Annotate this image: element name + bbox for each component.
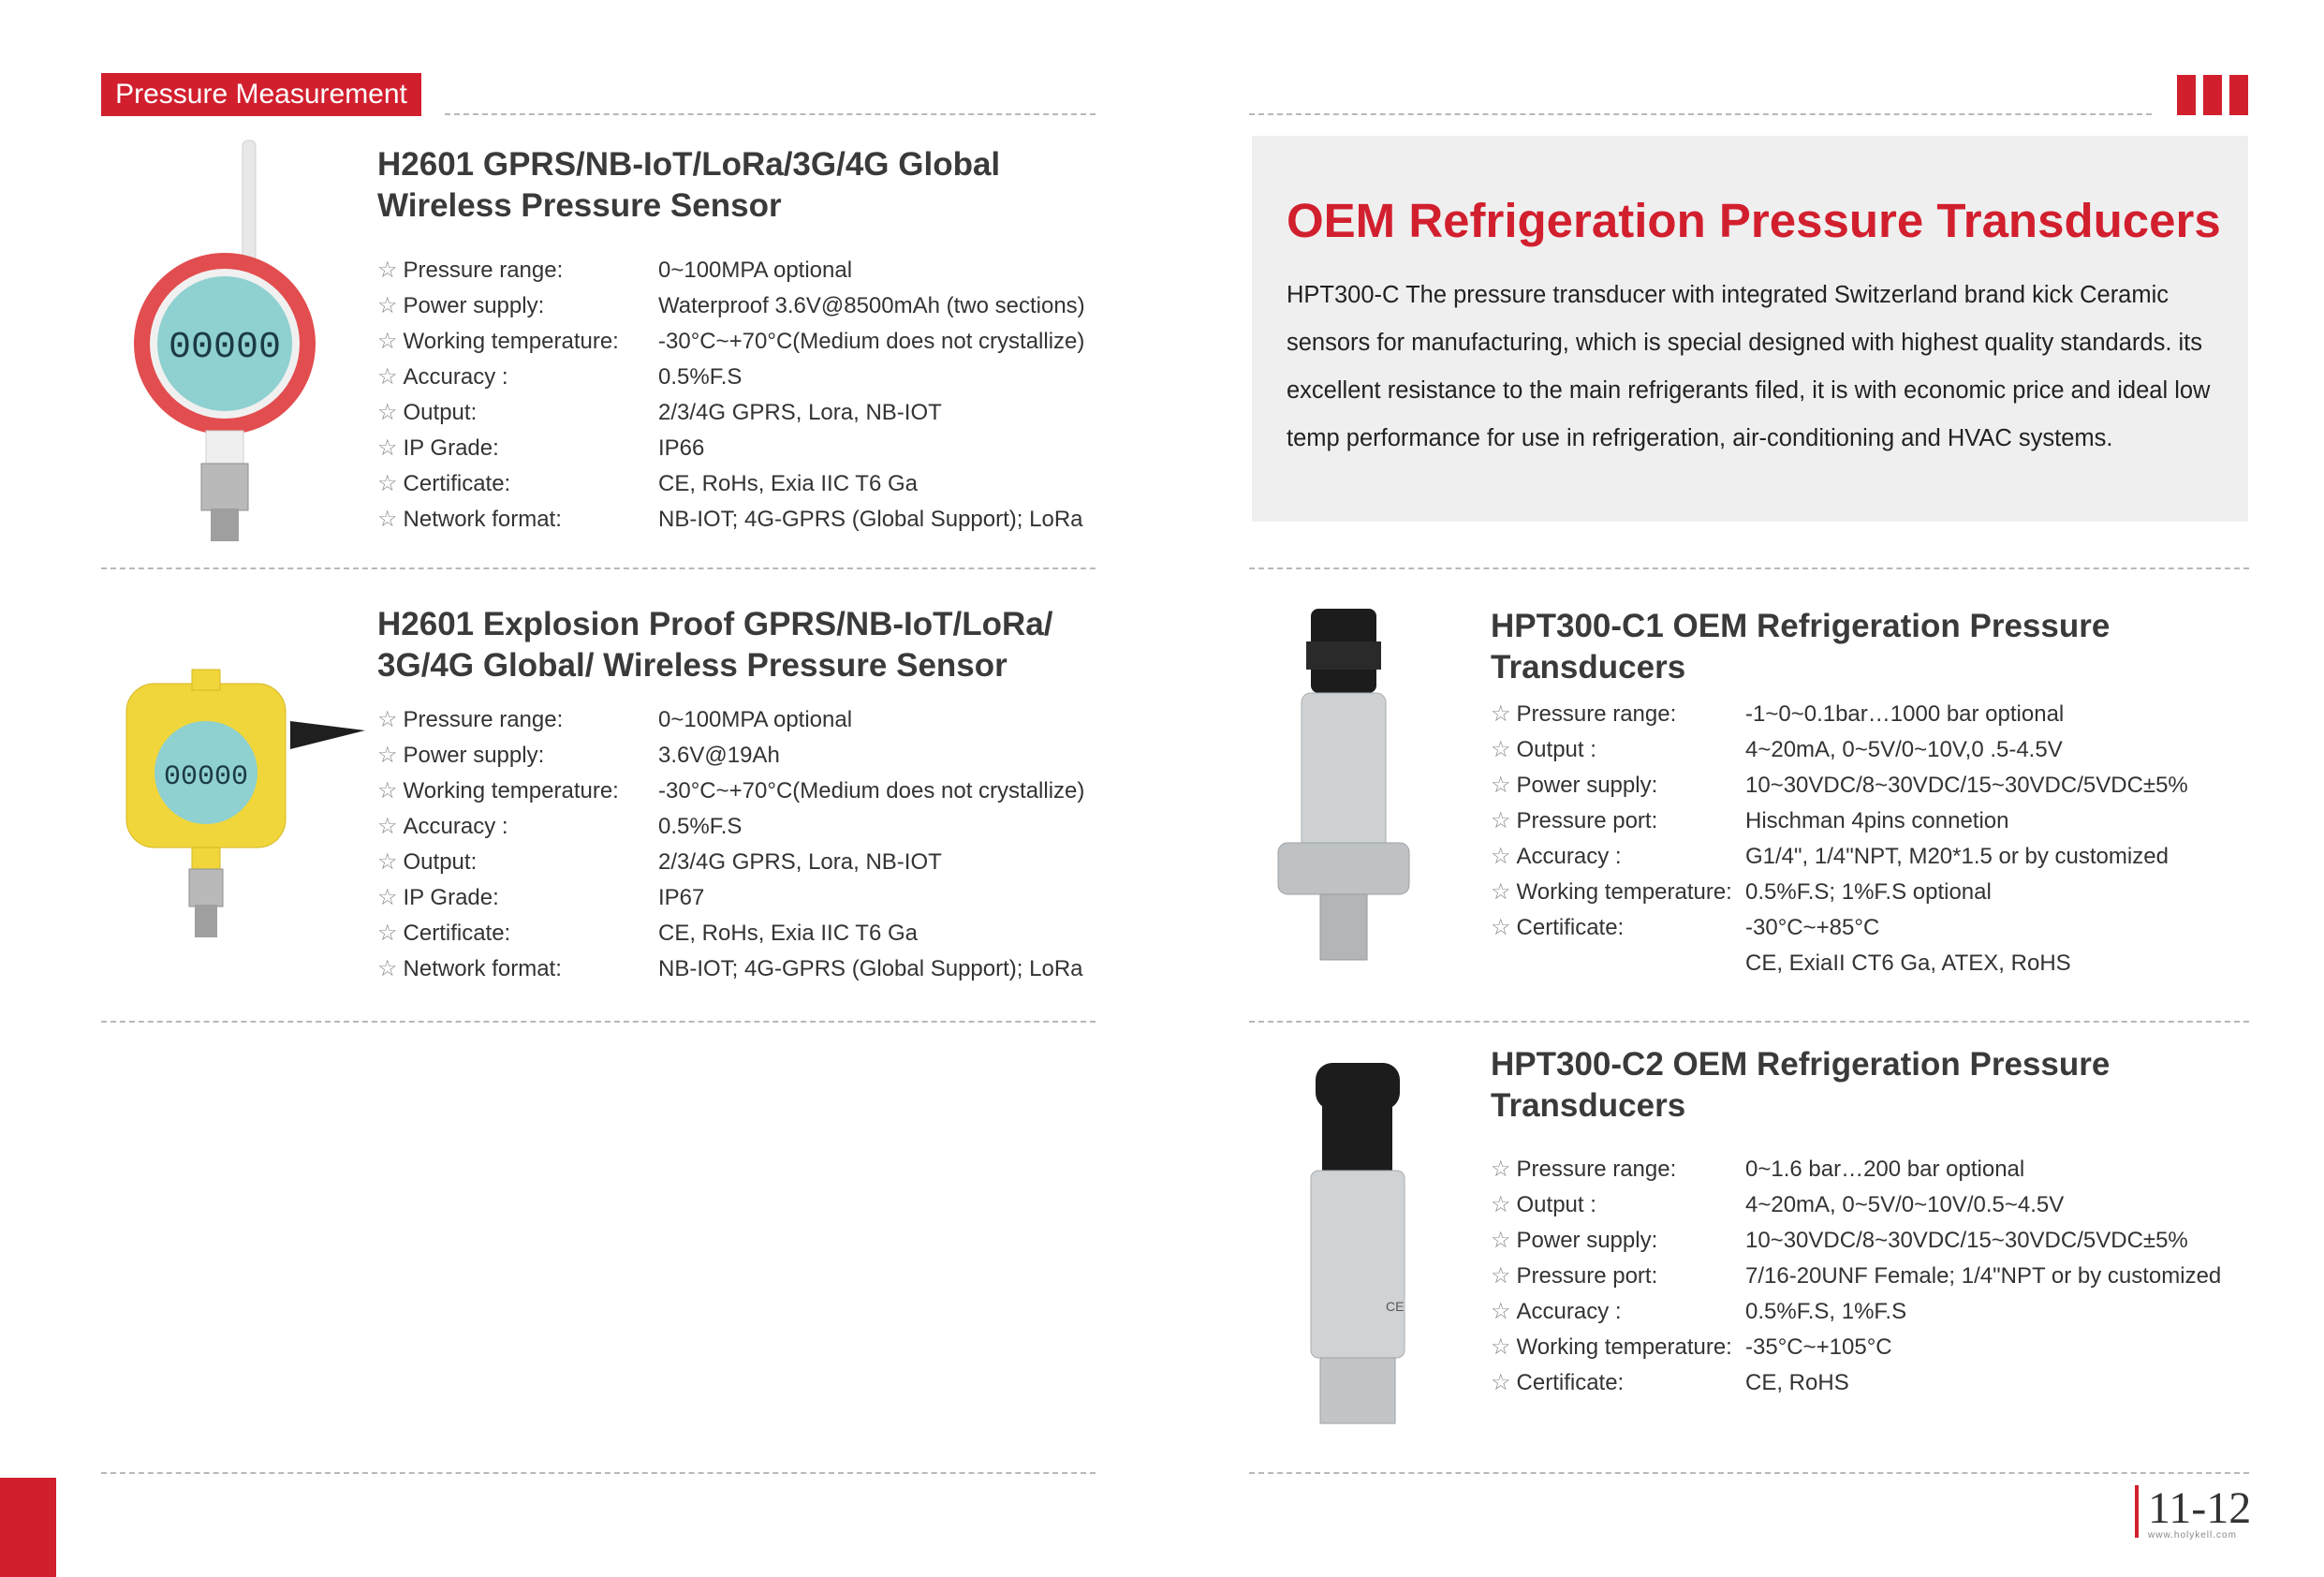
spec-value: CE, RoHs, Exia IIC T6 Ga [658,471,918,496]
spec-label-text: Pressure range: [403,707,564,732]
spec-value: 0.5%F.S; 1%F.S optional [1745,879,1992,905]
spec-value: 0~1.6 bar…200 bar optional [1745,1157,2025,1182]
spec-label [1491,1187,1596,1223]
section-tag: Pressure Measurement [101,73,421,116]
spec-label-text: Network format: [403,956,562,981]
spec-label [1491,697,1676,732]
spec-label [377,253,563,288]
spec-label-text: Output: [403,849,478,875]
spec-label-text: Output : [1516,737,1596,762]
spec-label-text: Pressure port: [1516,1263,1658,1289]
website-text: www.holykell.com [2148,1530,2237,1540]
spec-value: 10~30VDC/8~30VDC/15~30VDC/5VDC±5% [1745,1228,2188,1253]
spec-label-text: Pressure range: [1516,701,1677,727]
svg-text:00000: 00000 [168,327,282,369]
spec-label [1491,1152,1676,1187]
star-icon: ☆ [377,885,398,910]
spec-label-text: Accuracy : [403,364,508,390]
spec-label [1491,1294,1622,1330]
star-icon: ☆ [1491,1157,1511,1182]
spec-label [1491,768,1657,803]
spec-label-text: Certificate: [403,471,511,496]
star-icon: ☆ [377,743,398,768]
spec-label [377,916,510,951]
spec-value: NB-IOT; 4G-GPRS (Global Support); LoRa [658,956,1083,981]
spec-value: 2/3/4G GPRS, Lora, NB-IOT [658,849,942,875]
spec-value: Hischman 4pins connetion [1745,808,2009,833]
spec-label [377,845,477,880]
spec-label-text: Pressure range: [1516,1157,1677,1182]
divider [1249,1472,2249,1474]
spec-label [377,809,508,845]
star-icon: ☆ [1491,1263,1511,1289]
spec-value: 0~100MPA optional [658,707,853,732]
spec-label [377,702,563,738]
star-icon: ☆ [377,258,398,283]
explosion-proof-sensor-image [103,665,375,946]
spec-label [377,360,508,395]
spec-label-text: Pressure port: [1516,808,1658,833]
star-icon: ☆ [377,293,398,318]
star-icon: ☆ [1491,773,1511,798]
spec-value: 0.5%F.S [658,364,743,390]
spec-value: 3.6V@19Ah [658,743,780,768]
spec-label-text: Working temperature: [403,329,619,354]
spec-label-text: Power supply: [1516,1228,1658,1253]
svg-text:CE: CE [1386,1299,1405,1314]
spec-label [1491,875,1732,910]
spec-value: 2/3/4G GPRS, Lora, NB-IOT [658,400,942,425]
star-icon: ☆ [1491,1192,1511,1217]
decorative-bars [2177,75,2249,115]
star-icon: ☆ [1491,1228,1511,1253]
star-icon: ☆ [377,921,398,946]
spec-label-text: Power supply: [403,293,545,318]
star-icon: ☆ [1491,915,1511,940]
spec-label-text: Working temperature: [1516,1334,1732,1360]
spec-label [1491,1365,1624,1401]
spec-label-text: Network format: [403,507,562,532]
spec-value: 4~20mA, 0~5V/0~10V/0.5~4.5V [1745,1192,2065,1217]
product-title [377,144,1000,227]
spec-label-text: Working temperature: [403,778,619,803]
star-icon: ☆ [377,778,398,803]
spec-label-text: Power supply: [1516,773,1658,798]
spec-label [1491,1330,1732,1365]
spec-value: 0.5%F.S, 1%F.S [1745,1299,1907,1324]
spec-value: NB-IOT; 4G-GPRS (Global Support); LoRa [658,507,1083,532]
spec-label-text: IP Grade: [403,885,499,910]
product-title [1491,606,2110,688]
wireless-pressure-sensor-image [126,136,328,548]
spec-value: -1~0~0.1bar…1000 bar optional [1745,701,2065,727]
star-icon: ☆ [1491,1299,1511,1324]
spec-label [1491,910,1624,946]
spec-label-text: Certificate: [1516,1370,1625,1395]
divider [101,567,1096,569]
spec-value: 0~100MPA optional [658,258,853,283]
spec-value: 4~20mA, 0~5V/0~10V,0 .5-4.5V [1745,737,2063,762]
spec-label-text: Working temperature: [1516,879,1732,905]
product-title [1491,1044,2110,1127]
spec-label [377,951,562,987]
oem-description: HPT300-C The pressure transducer with integrated Switzerland brand kick Ceramic sensors for manufacturing, which is special designed with highest quality standards. its excellent resistance to the main refrigerants filed, it is with economic price and ideal low temp performance for use in refrigeration, air-conditioning and HVAC systems. [1287,282,2211,451]
spec-label [377,466,510,502]
spec-label [377,774,619,809]
product-title-line: Transducers [1491,649,1686,685]
spec-label-text: IP Grade: [403,435,499,461]
spec-label-text: Pressure range: [403,258,564,283]
spec-value: -30°C~+70°C(Medium does not crystallize) [658,778,1085,803]
star-icon: ☆ [1491,879,1511,905]
spec-label [377,324,619,360]
star-icon: ☆ [1491,844,1511,869]
divider [101,1021,1096,1023]
spec-label-text: Power supply: [403,743,545,768]
spec-value: -30°C~+85°C [1745,915,1880,940]
spec-label [377,880,499,916]
page-number: 11-12 [2148,1483,2252,1533]
star-icon: ☆ [377,400,398,425]
svg-text:00000: 00000 [163,761,249,793]
star-icon: ☆ [377,849,398,875]
hpt300-c2-transducer-image [1292,1058,1433,1433]
star-icon: ☆ [1491,1334,1511,1360]
spec-label [1491,1259,1657,1294]
spec-label [1491,803,1657,839]
spec-label [1491,732,1596,768]
product-title-line: HPT300-C1 OEM Refrigeration Pressure [1491,608,2111,644]
spec-label-text: Output: [403,400,478,425]
product-title-line: 3G/4G Global/ Wireless Pressure Sensor [377,647,1008,684]
star-icon: ☆ [377,507,398,532]
spec-value: CE, RoHS [1745,1370,1849,1395]
star-icon: ☆ [1491,737,1511,762]
spec-value: IP66 [658,435,705,461]
star-icon: ☆ [377,364,398,390]
product-title [377,604,1052,686]
spec-label [377,395,477,431]
spec-label-text: Output : [1516,1192,1596,1217]
star-icon: ☆ [1491,1370,1511,1395]
spec-label [377,288,544,324]
product-title-line: Wireless Pressure Sensor [377,187,782,224]
divider [1249,1021,2249,1023]
spec-value: CE, ExiaII CT6 Ga, ATEX, RoHS [1745,951,2071,976]
spec-label [1491,1223,1657,1259]
divider [1249,113,2152,115]
spec-value: 10~30VDC/8~30VDC/15~30VDC/5VDC±5% [1745,773,2188,798]
spec-label-text: Certificate: [1516,915,1625,940]
spec-label-text: Certificate: [403,921,511,946]
divider [445,113,1096,115]
divider [1249,567,2249,569]
spec-value: G1/4", 1/4"NPT, M20*1.5 or by customized [1745,844,2169,869]
spec-label-text: Accuracy : [1516,1299,1622,1324]
spec-value: Waterproof 3.6V@8500mAh (two sections) [658,293,1085,318]
star-icon: ☆ [377,814,398,839]
hpt300-c1-transducer-image [1273,604,1419,969]
product-title-line: H2601 GPRS/NB-IoT/LoRa/3G/4G Global [377,146,1001,183]
product-title-line: H2601 Explosion Proof GPRS/NB-IoT/LoRa/ [377,606,1053,642]
spec-label-text: Accuracy : [1516,844,1622,869]
divider [101,1472,1096,1474]
spec-value: 7/16-20UNF Female; 1/4"NPT or by customized [1745,1263,2222,1289]
spec-label-text: Accuracy : [403,814,508,839]
spec-label [377,431,499,466]
star-icon: ☆ [377,707,398,732]
star-icon: ☆ [377,329,398,354]
spec-value: CE, RoHs, Exia IIC T6 Ga [658,921,918,946]
page-number-block [2135,1485,2251,1538]
spec-label [377,738,544,774]
spec-value: -35°C~+105°C [1745,1334,1892,1360]
star-icon: ☆ [377,471,398,496]
product-title-line: HPT300-C2 OEM Refrigeration Pressure [1491,1046,2111,1083]
spec-label [377,502,562,538]
product-title-line: Transducers [1491,1087,1686,1124]
spec-value: -30°C~+70°C(Medium does not crystallize) [658,329,1085,354]
spec-value: 0.5%F.S [658,814,743,839]
star-icon: ☆ [377,435,398,461]
star-icon: ☆ [377,956,398,981]
spec-value: IP67 [658,885,705,910]
spec-label [1491,839,1622,875]
page-edge-marker [0,1478,56,1577]
star-icon: ☆ [1491,808,1511,833]
oem-title: OEM Refrigeration Pressure Transducers [1287,194,2221,247]
star-icon: ☆ [1491,701,1511,727]
